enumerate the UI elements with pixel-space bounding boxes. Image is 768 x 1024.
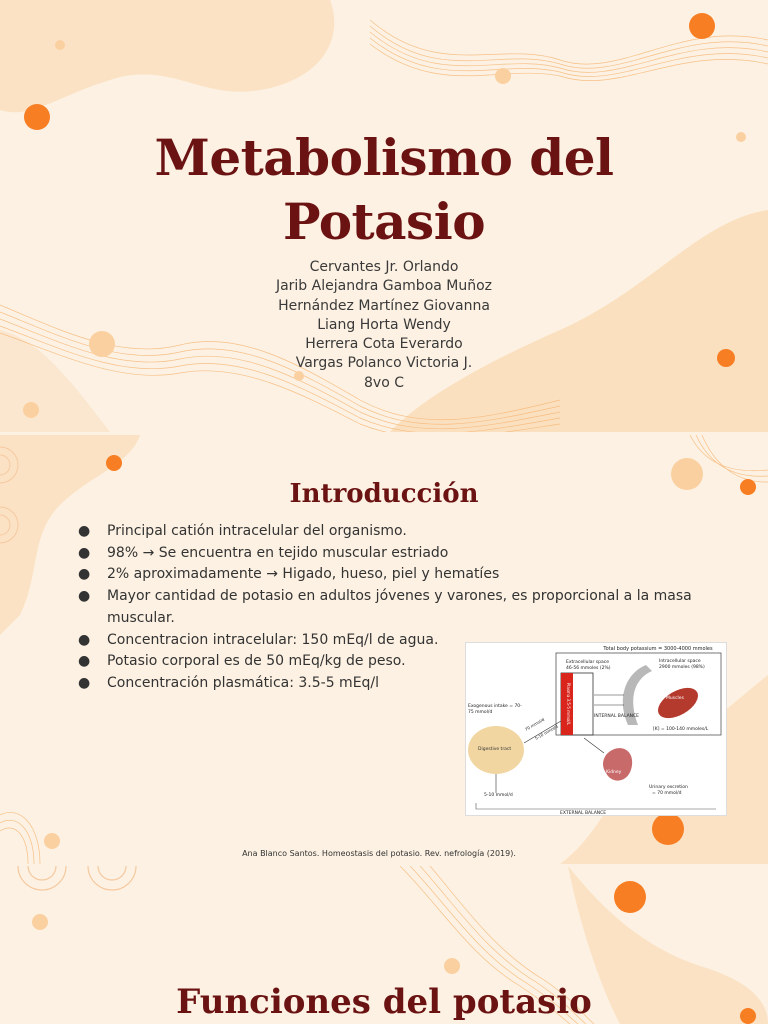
author-name: Hernández Martínez Giovanna: [278, 297, 490, 314]
potassium-balance-diagram: [466, 643, 726, 815]
group-label: 8vo C: [364, 374, 404, 391]
bullet-icon: ●: [78, 631, 91, 648]
decor-circle: [652, 813, 684, 845]
intracellular-concentration: [K] = 100-140 mmoles/L: [653, 727, 709, 732]
author-name: Herrera Cota Everardo: [305, 336, 463, 353]
secreted-label: 5-10 mmol/d: [534, 723, 559, 741]
author-name: Jarib Alejandra Gamboa Muñoz: [275, 278, 493, 295]
extracellular-label: Extracellular space: [566, 660, 609, 665]
kidney-label: Kidney: [606, 770, 622, 775]
title-slide: [0, 0, 768, 432]
external-balance-label: EXTERNAL BALANCE: [560, 811, 607, 815]
decor-circle: [44, 833, 60, 849]
bullet-icon: ●: [78, 588, 91, 605]
figure-total-label: Total body potassium = 3000-4000 mmoles: [603, 646, 713, 652]
decor-circle: [32, 914, 48, 930]
bullet-text: Mayor cantidad de potasio en adultos jóvenes y varones, es proporcional a la masa muscular.: [107, 588, 692, 626]
bullet-icon: ●: [78, 523, 91, 539]
citation: Ana Blanco Santos. Homeostasis del potasio. Rev. nefrología (2019).: [242, 849, 516, 858]
author-name: Liang Horta Wendy: [317, 316, 451, 333]
section-heading: Introducción: [289, 479, 479, 509]
decor-circle: [495, 68, 511, 84]
bullet-icon: ●: [78, 674, 91, 691]
muscle-label: Muscles: [666, 696, 684, 701]
list-item: [77, 586, 697, 629]
list-item: [77, 543, 697, 565]
bullet-text: Concentración plasmática: 3.5-5 mEq/l: [107, 674, 380, 691]
ring-decor: [18, 866, 136, 890]
decor-circle: [23, 402, 39, 418]
intake-amount: 75 mmol/d: [468, 710, 493, 715]
bullet-text: 2% aproximadamente → Higado, hueso, piel y hematíes: [107, 566, 500, 583]
decor-circle: [444, 958, 460, 974]
gut-label: Digestive tract: [478, 747, 512, 752]
bullet-text: Potasio corporal es de 50 mEq/kg de peso.: [107, 653, 406, 670]
internal-balance-label: INTERNAL BALANCE: [594, 714, 639, 719]
bullet-icon: ●: [78, 566, 91, 583]
kidney-icon: [603, 748, 632, 780]
bullet-icon: ●: [78, 544, 91, 561]
list-item: [77, 564, 697, 586]
decor-circle: [55, 40, 65, 50]
urinary-excretion-label: Urinary excretion: [649, 785, 688, 790]
potassium-balance-figure: [465, 642, 727, 816]
author-list: [0, 258, 768, 393]
arrow-line: [584, 738, 604, 753]
plasma-label: Plasma 3.5-5 mmol/L: [566, 682, 571, 726]
blob-shape: [0, 0, 334, 112]
author-name: Cervantes Jr. Orlando: [309, 259, 459, 275]
extracellular-amount: 46-56 mmoles (2%): [566, 666, 611, 671]
section-heading: Funciones del potasio: [176, 982, 592, 1022]
list-item: [77, 521, 697, 543]
author-name: Vargas Polanco Victoria J.: [295, 355, 473, 372]
decor-circle: [689, 13, 715, 39]
muscle-icon: [653, 682, 703, 725]
functions-slide: [0, 866, 768, 1024]
slide-title-line1: Metabolismo del: [154, 128, 614, 187]
bullet-text: Principal catión intracelular del organismo.: [107, 523, 407, 539]
bullet-text: Concentracion intracelular: 150 mEq/l de agua.: [107, 631, 439, 648]
absorbed-label: 70 mmol/d: [524, 716, 546, 732]
decor-circle: [614, 881, 646, 913]
external-balance-line: [476, 803, 716, 809]
bullet-icon: ●: [78, 653, 91, 670]
slide-title-line2: Potasio: [282, 192, 486, 251]
bullet-text: 98% → Se encuentra en tejido muscular estriado: [107, 544, 449, 561]
urinary-excretion-amount: = 70 mmol/d: [652, 791, 682, 796]
intake-label: Exogenous intake = 70-: [468, 704, 522, 709]
intracellular-label: Intracellular space: [659, 659, 701, 664]
intracellular-amount: 2900 mmoles (98%): [659, 665, 705, 670]
decor-circle: [106, 455, 122, 471]
fecal-loss-label: 5-10 mmol/d: [484, 793, 513, 798]
